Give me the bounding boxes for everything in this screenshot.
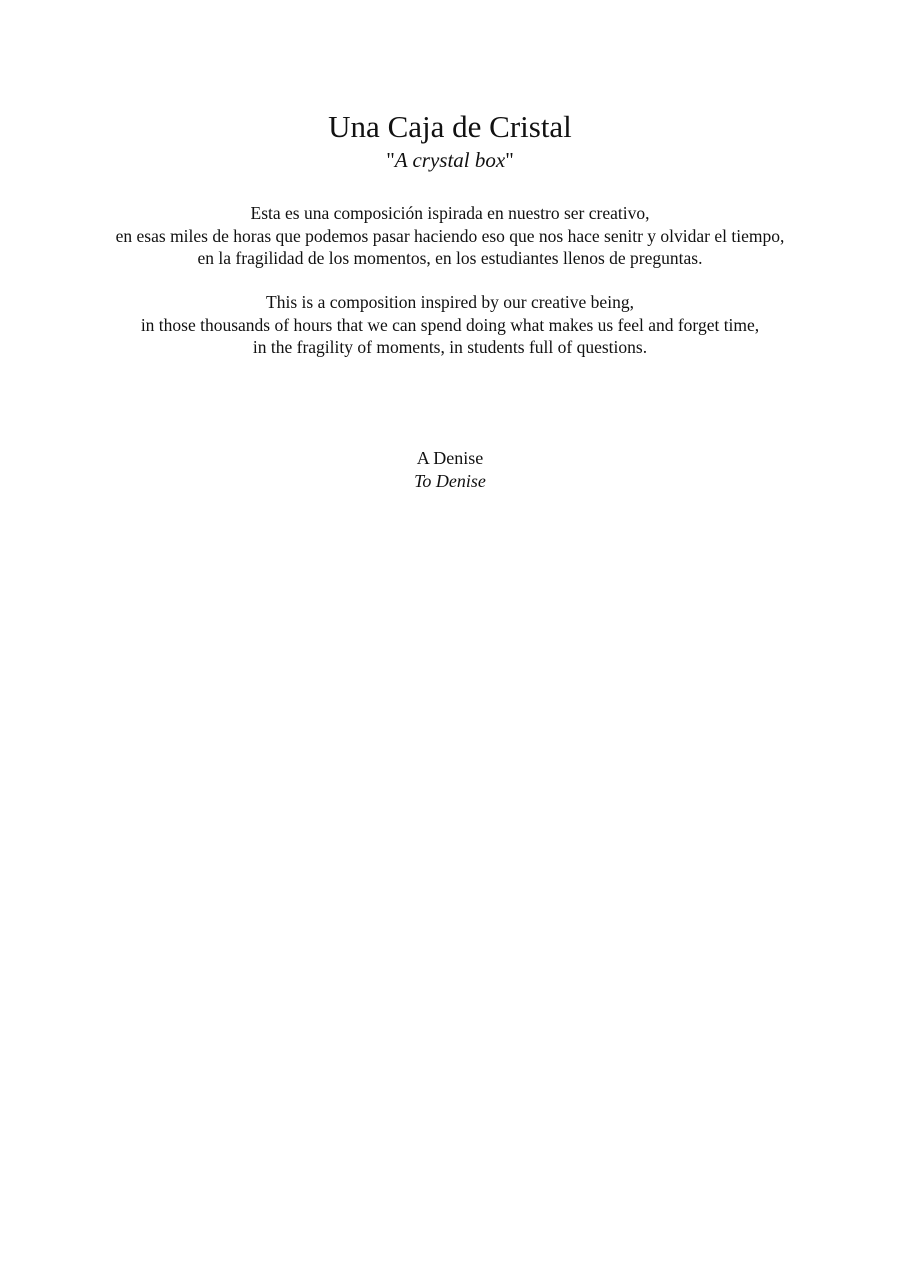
description-english-line: in the fragility of moments, in students full of questions.: [252, 337, 648, 357]
description-spanish-line: en la fragilidad de los momentos, en los estudiantes llenos de preguntas.: [197, 248, 703, 268]
composition-subtitle: [0, 146, 900, 174]
description-spanish: [0, 202, 900, 270]
description-english-line: This is a composition inspired by our creative being,: [266, 292, 634, 312]
subtitle-text: A crystal box: [394, 148, 506, 172]
composition-title: Una Caja de Cristal: [328, 109, 572, 144]
dedication-spanish: A Denise: [416, 448, 484, 468]
dedication-english: To Denise: [414, 470, 486, 491]
subtitle-close-quote: ": [505, 148, 514, 172]
description-english-line: in those thousands of hours that we can spend doing what makes us feel and forget time,: [140, 314, 760, 335]
description-spanish-line: en esas miles de horas que podemos pasar haciendo eso que nos hace senitr y olvidar el tiempo,: [115, 225, 785, 246]
subtitle-open-quote: ": [386, 148, 395, 172]
description-english: [0, 291, 900, 359]
description-spanish-line: Esta es una composición ispirada en nuestro ser creativo,: [250, 203, 650, 223]
dedication: [0, 447, 900, 492]
